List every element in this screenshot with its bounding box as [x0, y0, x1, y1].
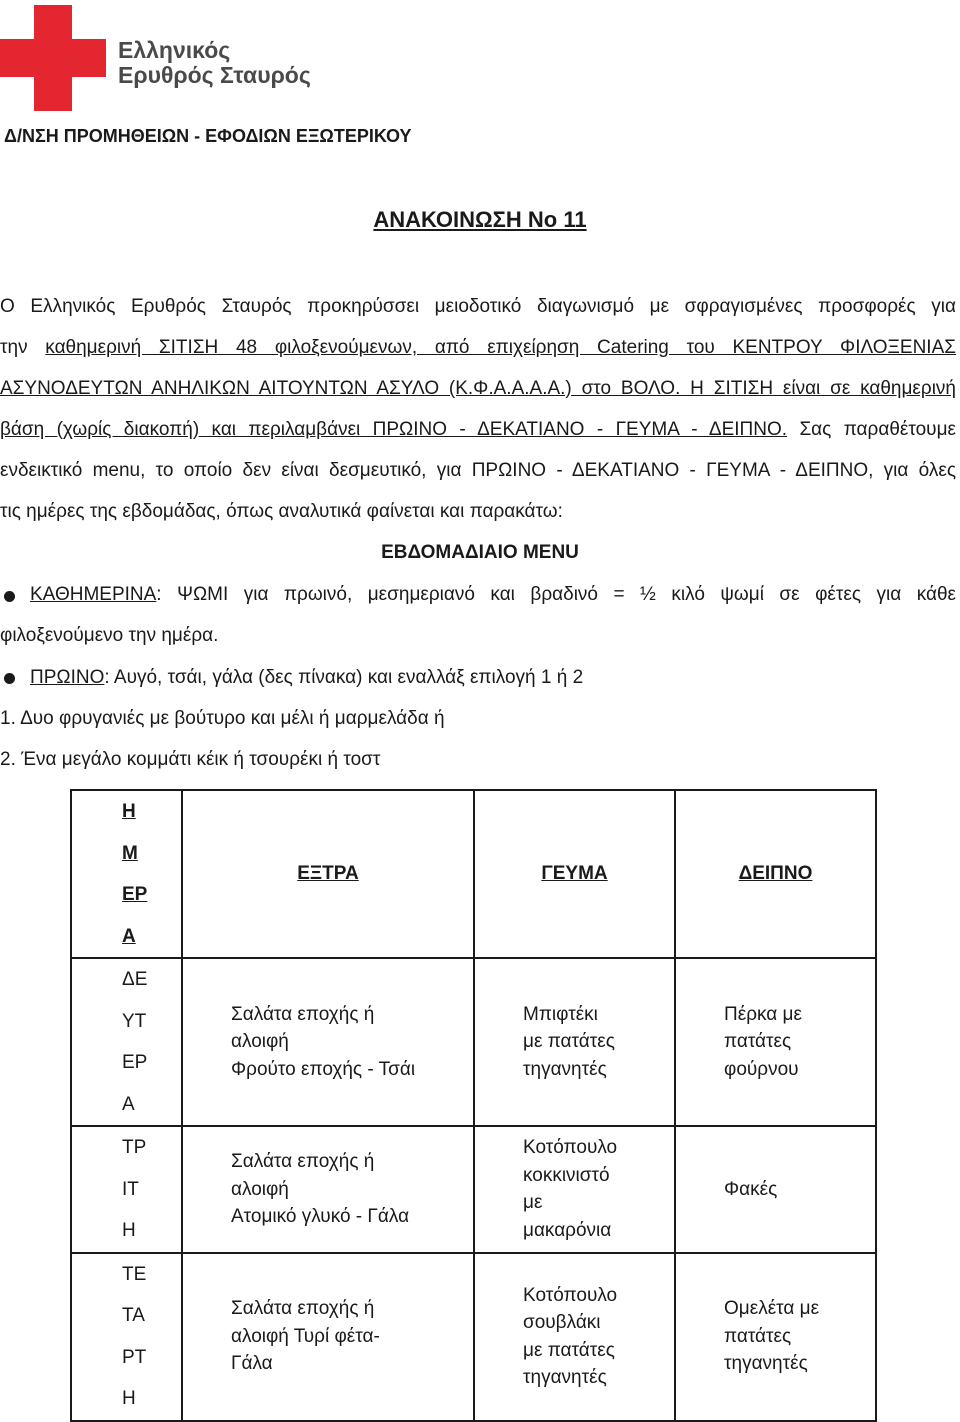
- lunch-line: με πατάτες: [523, 1031, 615, 1053]
- breakfast-option-2: 2. Ένα μεγάλο κομμάτι κέικ ή τσουρέκι ή τοστ: [0, 749, 381, 770]
- day-part: Η: [122, 1220, 136, 1241]
- org-name: [118, 38, 311, 88]
- dinner-cell: [675, 1253, 876, 1421]
- day-part: ΥΤ: [122, 1010, 147, 1032]
- extra-line: Ατομικό γλυκό - Γάλα: [231, 1206, 410, 1227]
- header-day-part: Η: [122, 801, 136, 822]
- intro-line-6: τις ημέρες της εβδομάδας, όπως αναλυτικά φαίνεται και παρακάτω:: [0, 501, 563, 522]
- announcement-title: ΑΝΑΚΟΙΝΩΣΗ Νο 11: [373, 207, 587, 232]
- org-name-line2: Ερυθρός Σταυρός: [118, 62, 311, 88]
- extra-line: Γάλα: [231, 1353, 273, 1375]
- bullet-icon: [4, 591, 15, 602]
- department-title: Δ/ΝΣΗ ΠΡΟΜΗΘΕΙΩΝ - ΕΦΟΔΙΩΝ ΕΞΩΤΕΡΙΚΟΥ: [4, 126, 412, 146]
- intro-line-4b: Σας παραθέτουμε: [787, 419, 956, 440]
- header-extra: ΕΞΤΡΑ: [182, 790, 474, 958]
- extra-cell: [182, 1126, 474, 1253]
- lunch-line: σουβλάκι: [523, 1312, 601, 1333]
- extra-line: αλοιφή: [231, 1178, 289, 1200]
- intro-line-4a: βάση (χωρίς διακοπή) και περιλαμβάνει ΠΡΩΙΝΟ - ΔΕΚΑΤΙΑΝΟ - ΓΕΥΜΑ - ΔΕΙΠΝΟ.: [0, 419, 788, 440]
- weekly-menu-title: ΕΒΔΟΜΑΔΙΑΙΟ MENU: [381, 542, 579, 563]
- day-cell-monday: [71, 958, 182, 1126]
- breakfast-line: [30, 667, 960, 689]
- lunch-line: μακαρόνια: [523, 1219, 612, 1241]
- intro-line-2a: την: [0, 337, 46, 358]
- weekly-menu-table: [70, 789, 877, 1422]
- table-header-row: [71, 790, 876, 958]
- red-cross-logo-icon: [0, 5, 106, 111]
- intro-line-4: [0, 419, 956, 441]
- breakfast-label: ΠΡΩΙΝΟ: [30, 667, 105, 688]
- lunch-cell: [474, 958, 675, 1126]
- lunch-line: με πατάτες: [523, 1339, 615, 1361]
- header-day-part: Μ: [122, 842, 138, 864]
- daily-text: : ΨΩΜΙ για πρωινό, μεσημεριανό και βραδινό = ½ κιλό ψωμί σε φέτες για κάθε: [156, 584, 956, 605]
- daily-label: ΚΑΘΗΜΕΡΙΝΑ: [30, 584, 157, 605]
- table-row: [71, 1126, 876, 1253]
- day-part: Η: [122, 1388, 136, 1409]
- org-name-line1: Ελληνικός: [118, 37, 231, 63]
- dinner-line: Ομελέτα με: [724, 1298, 820, 1320]
- day-part: ΔΕ: [122, 969, 148, 990]
- header-day-cell: [71, 790, 182, 958]
- day-part: ΙΤ: [122, 1178, 139, 1200]
- dinner-line: πατάτες: [724, 1325, 792, 1347]
- extra-line: Σαλάτα εποχής ή: [231, 1298, 375, 1320]
- day-part: Α: [122, 1093, 135, 1115]
- lunch-line: κοκκινιστό: [523, 1164, 610, 1186]
- dinner-line: φούρνου: [724, 1058, 799, 1080]
- header-day-part: ΕΡ: [122, 884, 148, 905]
- day-cell-tuesday: [71, 1126, 182, 1253]
- lunch-line: Κοτόπουλο: [523, 1137, 618, 1159]
- daily-bread-line: [30, 584, 956, 606]
- header-lunch: ΓΕΥΜΑ: [474, 790, 675, 958]
- extra-line: αλοιφή Τυρί φέτα-: [231, 1325, 380, 1347]
- dinner-cell: [675, 1126, 876, 1253]
- breakfast-option-1: 1. Δυο φρυγανιές με βούτυρο και μέλι ή μαρμελάδα ή: [0, 708, 445, 729]
- bullet-icon: [4, 673, 15, 684]
- intro-line-1: Ο Ελληνικός Ερυθρός Σταυρός προκηρύσσει μειοδοτικό διαγωνισμό με σφραγισμένες προσφορές για: [0, 296, 956, 317]
- day-cell-wednesday: [71, 1253, 182, 1421]
- lunch-cell: [474, 1253, 675, 1421]
- extra-line: Σαλάτα εποχής ή: [231, 1151, 375, 1172]
- extra-line: Φρούτο εποχής - Τσάι: [231, 1058, 416, 1080]
- dinner-line: τηγανητές: [724, 1353, 808, 1375]
- daily-bread-line-2: φιλοξενούμενο την ημέρα.: [0, 625, 219, 646]
- day-part: ΤΡ: [122, 1137, 147, 1158]
- lunch-line: Μπιφτέκι: [523, 1003, 598, 1025]
- header-day-part: Α: [122, 925, 136, 947]
- table-row: [71, 958, 876, 1126]
- dinner-line: Φακές: [724, 1178, 778, 1200]
- day-part: ΕΡ: [122, 1052, 148, 1073]
- intro-line-2: [0, 337, 956, 359]
- header-dinner: ΔΕΙΠΝΟ: [675, 790, 876, 958]
- intro-line-2b: καθημερινή ΣΙΤΙΣΗ 48 φιλοξενούμενων, από επιχείρηση Catering του ΚΕΝΤΡΟΥ ΦΙΛΟΞΕΝΙΑΣ: [45, 337, 956, 358]
- table-row: [71, 1253, 876, 1421]
- dinner-line: πατάτες: [724, 1031, 792, 1053]
- day-part: ΤΑ: [122, 1305, 145, 1326]
- extra-line: Σαλάτα εποχής ή: [231, 1003, 375, 1025]
- lunch-line: με: [523, 1192, 543, 1214]
- day-part: ΡΤ: [122, 1346, 147, 1368]
- intro-line-5: ενδεικτικό menu, το οποίο δεν είναι δεσμευτικό, για ΠΡΩΙΝΟ - ΔΕΚΑΤΙΑΝΟ - ΓΕΥΜΑ - ΔΕΙΠΝΟ, για όλες: [0, 460, 956, 481]
- breakfast-text: : Αυγό, τσάι, γάλα (δες πίνακα) και εναλλάξ επιλογή 1 ή 2: [104, 667, 584, 688]
- extra-line: αλοιφή: [231, 1031, 289, 1053]
- lunch-line: τηγανητές: [523, 1058, 607, 1080]
- lunch-line: τηγανητές: [523, 1367, 607, 1388]
- lunch-cell: [474, 1126, 675, 1253]
- lunch-line: Κοτόπουλο: [523, 1284, 618, 1306]
- dinner-cell: [675, 958, 876, 1126]
- intro-line-3: ΑΣΥΝΟΔΕΥΤΩΝ ΑΝΗΛΙΚΩΝ ΑΙΤΟΥΝΤΩΝ ΑΣΥΛΟ (Κ.Φ.Α.Α.Α.Α.) στο ΒΟΛΟ. Η ΣΙΤΙΣΗ είναι σε καθημερινή: [0, 378, 956, 399]
- extra-cell: [182, 958, 474, 1126]
- day-part: ΤΕ: [122, 1263, 147, 1285]
- extra-cell: [182, 1253, 474, 1421]
- dinner-line: Πέρκα με: [724, 1003, 802, 1025]
